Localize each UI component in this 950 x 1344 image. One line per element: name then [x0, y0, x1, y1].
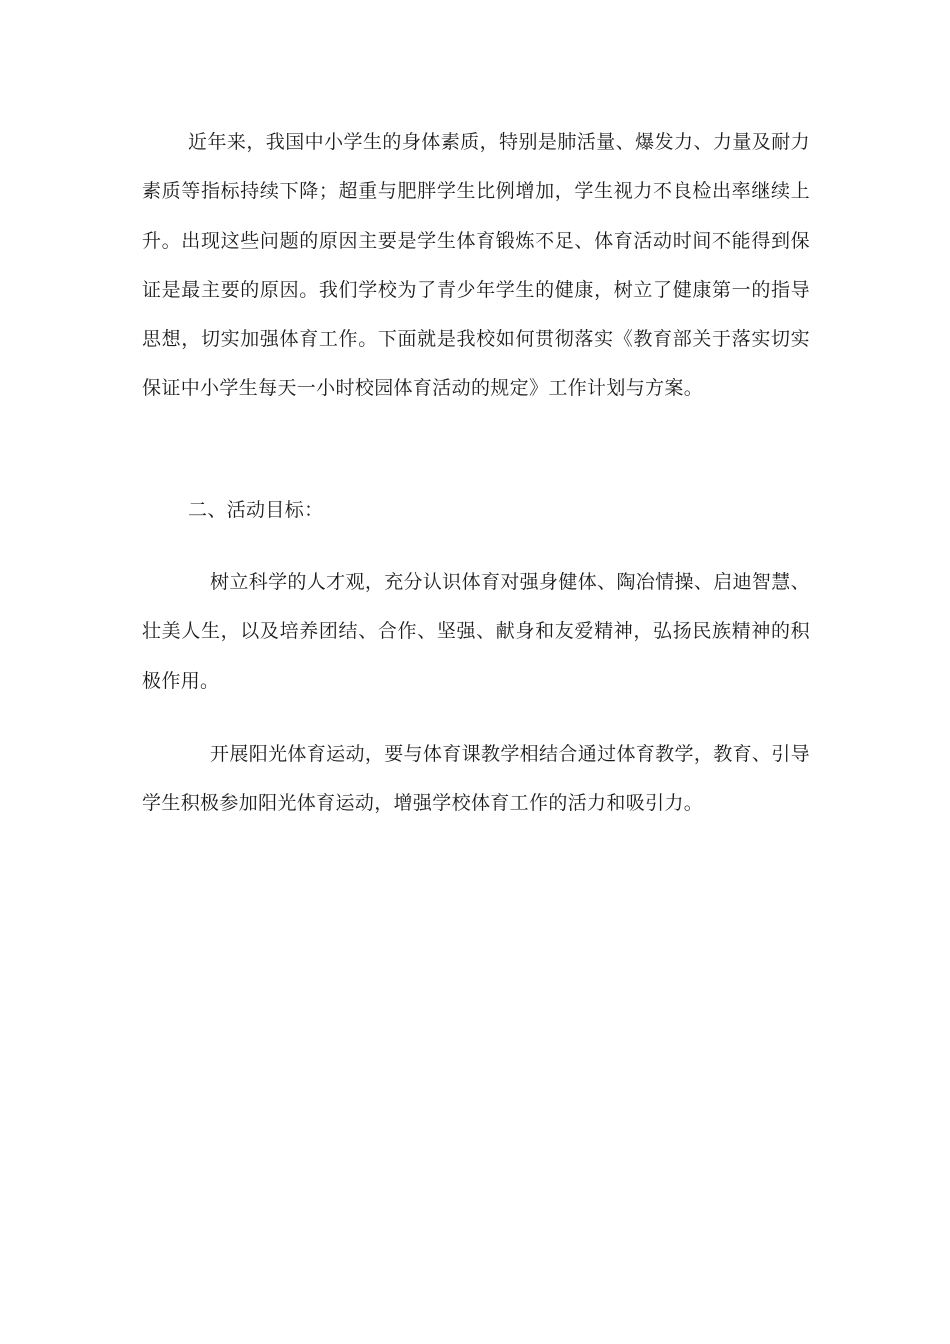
section-heading-goals: 二、活动目标： — [188, 499, 324, 521]
goal-paragraph-2: 开展阳光体育运动，要与体育课教学相结合通过体育教学，教育、引导学生积极参加阳光体育运动，增强学校体育工作的活力和吸引力。 — [142, 743, 810, 815]
intro-paragraph: 近年来，我国中小学生的身体素质，特别是肺活量、爆发力、力量及耐力素质等指标持续下降；超重与肥胖学生比例增加，学生视力不良检出率继续上升。出现这些问题的原因主要是学生体育锻炼不足、体育活动时间不能得到保证是最主要的原因。我们学校为了青少年学生的健康，树立了健康第一的指导思想，切实加强体育工作。下面就是我校如何贯彻落实《教育部关于落实切实保证中小学生每天一小时校园体育活动的规定》工作计划与方案。 — [142, 131, 810, 400]
goal-paragraph-1: 树立科学的人才观，充分认识体育对强身健体、陶冶情操、启迪智慧、壮美人生，以及培养团结、合作、坚强、献身和友爱精神，弘扬民族精神的积极作用。 — [142, 571, 810, 692]
